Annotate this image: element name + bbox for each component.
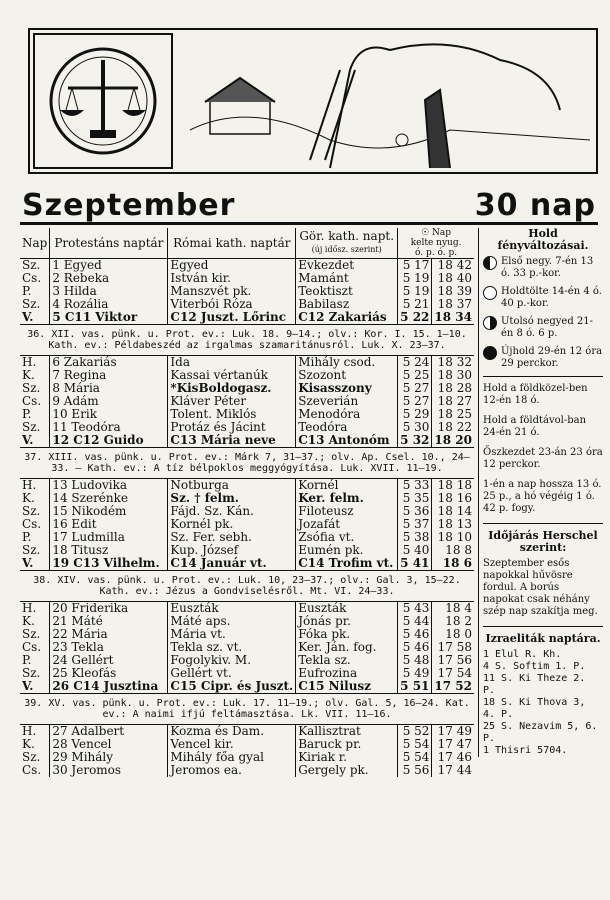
- cell-rom: Kornél pk.: [168, 518, 296, 531]
- cell-d: Sz.: [20, 751, 50, 764]
- cell-nyug: 18 34: [434, 311, 472, 324]
- col-gor: Gör. kath. napt. (új idősz. szerint): [296, 228, 398, 259]
- cell-kelte: 5 30: [398, 421, 432, 434]
- jewish-item: 18 S. Ki Thova 3, 4. P.: [483, 697, 586, 720]
- cell-gor: Eufrozina: [296, 667, 398, 680]
- last-quarter-moon-icon: [483, 316, 497, 330]
- cell-rom: Ida: [168, 356, 296, 370]
- cell-prot: 20 Friderika: [50, 602, 168, 616]
- cell-rom: Manszvét pk.: [168, 285, 296, 298]
- cell-nyug: 18 8: [445, 544, 472, 557]
- col-sun: ☉ Nap kelte nyug. ó. p. ó. p.: [398, 228, 474, 259]
- cell-nyug: 17 46: [437, 751, 472, 764]
- cell-d: H.: [20, 479, 50, 493]
- jewish-item: 11 S. Ki Theze 2. P.: [483, 673, 586, 696]
- week-note: 38. XIV. vas. pünk. u. Prot. ev.: Luk. 10, 23—37.; olv.: Gal. 3, 15—22. Kath. ev.: Jézus a Gondviselésről. Mt. VI. 24—33.: [20, 571, 474, 602]
- cell-gor: Kisasszony: [296, 382, 398, 395]
- cell-prot: 21 Máté: [50, 615, 168, 628]
- cell-kelte: 5 21: [398, 298, 432, 311]
- cell-prot: 14 Szerénke: [50, 492, 168, 505]
- cell-d: H.: [20, 602, 50, 616]
- week-note-row: [20, 571, 474, 602]
- cell-rom: Viterbói Róza: [168, 298, 296, 311]
- cell-rom: Kozma és Dam.: [168, 725, 296, 739]
- cell-gor: Evkezdet: [296, 259, 398, 273]
- equinox: Őszkezdet 23-án 23 óra 12 perckor.: [483, 447, 603, 470]
- week-note: 36. XII. vas. pünk. u. Prot. ev.: Luk. 18. 9—14.; olv.: Kor. I. 15. 1—10. Kath. ev.: Példabeszéd az irgalmas szamaritánusról. Luk. X. 23—37.: [20, 325, 474, 356]
- cell-kelte: 5 37: [398, 518, 432, 531]
- cell-rom: Mihály főa gyal: [168, 751, 296, 764]
- cell-gor: Fóka pk.: [296, 628, 398, 641]
- table-row: [20, 421, 474, 434]
- table-row: [20, 518, 474, 531]
- cell-kelte: 5 41: [398, 557, 432, 571]
- cell-prot: 3 Hilda: [50, 285, 168, 298]
- cell-d: Sz.: [20, 259, 50, 273]
- new-moon-icon: [483, 346, 497, 360]
- table-row: [20, 764, 474, 777]
- cell-gor: Mamánt: [296, 272, 398, 285]
- cell-prot: 6 Zakariás: [50, 356, 168, 370]
- cell-d: Cs.: [20, 395, 50, 408]
- table-row: [20, 434, 474, 448]
- cell-prot: 2 Rebeka: [50, 272, 168, 285]
- cell-prot: 19 C13 Vilhelm.: [50, 557, 168, 571]
- col-protestans: Protestáns naptár: [50, 228, 168, 259]
- table-row: [20, 382, 474, 395]
- cell-nyug: 18 14: [437, 505, 472, 518]
- cell-rom: Egyed: [168, 259, 296, 273]
- cell-d: Cs.: [20, 272, 50, 285]
- cell-prot: 22 Mária: [50, 628, 168, 641]
- cell-d: P.: [20, 531, 50, 544]
- cell-nyug: 18 37: [437, 298, 472, 311]
- table-row: [20, 667, 474, 680]
- cell-nyug: 18 4: [445, 601, 472, 615]
- cell-gor: Kiriak r.: [296, 751, 398, 764]
- cell-nyug: 17 47: [437, 738, 472, 751]
- table-row: [20, 680, 474, 694]
- cell-prot: 11 Teodóra: [50, 421, 168, 434]
- cell-gor: Jozafát: [296, 518, 398, 531]
- cell-rom: Sz. † felm.: [168, 492, 296, 505]
- cell-prot: 9 Ádám: [50, 395, 168, 408]
- cell-d: Sz.: [20, 421, 50, 434]
- cell-nyug: 18 10: [437, 531, 472, 544]
- cell-rom: *KisBoldogasz.: [168, 382, 296, 395]
- cell-rom: Fogolykiv. M.: [168, 654, 296, 667]
- table-row: [20, 557, 474, 571]
- cell-prot: 5 C11 Viktor: [50, 311, 168, 325]
- cell-d: V.: [20, 311, 50, 325]
- cell-rom: Kup. József: [168, 544, 296, 557]
- cell-gor: Jónás pr.: [296, 615, 398, 628]
- cell-kelte: 5 29: [398, 408, 432, 421]
- cell-prot: 27 Adalbert: [50, 725, 168, 739]
- cell-nyug: 17 54: [437, 667, 472, 680]
- moon-phase: [483, 256, 603, 280]
- cell-kelte: 5 25: [398, 369, 432, 382]
- cell-gor: Teodóra: [296, 421, 398, 434]
- cell-rom: C14 Január vt.: [168, 557, 296, 571]
- table-row: [20, 751, 474, 764]
- month-title: Szeptember: [22, 188, 236, 223]
- cell-gor: Ker. felm.: [296, 492, 398, 505]
- table-row: [20, 492, 474, 505]
- cell-kelte: 5 51: [398, 680, 432, 694]
- cell-gor: C14 Trofim vt.: [296, 557, 398, 571]
- jewish-item: 1 Thisri 5704.: [483, 745, 568, 756]
- cell-d: V.: [20, 680, 50, 694]
- cell-rom: Mária vt.: [168, 628, 296, 641]
- cell-prot: 30 Jeromos: [50, 764, 168, 777]
- cell-gor: Baruck pr.: [296, 738, 398, 751]
- cell-kelte: 5 46: [398, 641, 432, 654]
- cell-prot: 13 Ludovika: [50, 479, 168, 493]
- daylength: 1-én a nap hossza 13 ó. 25 p., a hó végéig 1 ó. 42 p. fogy.: [483, 479, 602, 514]
- cell-gor: C12 Zakariás: [296, 311, 398, 325]
- cell-kelte: 5 35: [398, 492, 432, 505]
- table-row: [20, 641, 474, 654]
- cell-nyug: 17 49: [437, 724, 472, 738]
- cell-prot: 25 Kleofás: [50, 667, 168, 680]
- cell-rom: Máté aps.: [168, 615, 296, 628]
- cell-nyug: 18 42: [437, 258, 472, 272]
- cell-gor: Menodóra: [296, 408, 398, 421]
- cell-rom: Tolent. Miklós: [168, 408, 296, 421]
- moon-phase-text: Újhold 29-én 12 óra 29 perckor.: [501, 346, 603, 369]
- cell-nyug: 18 2: [445, 615, 472, 628]
- cell-rom: C15 Cipr. és Juszt.: [168, 680, 296, 694]
- table-row: [20, 298, 474, 311]
- cell-kelte: 5 49: [398, 667, 432, 680]
- weather-title: Időjárás Herschel szerint:: [488, 529, 598, 554]
- cell-kelte: 5 27: [398, 382, 432, 395]
- table-row: [20, 285, 474, 298]
- moon-phase-text: Első negy. 7-én 13 ó. 33 p.-kor.: [501, 256, 594, 279]
- table-row: [20, 531, 474, 544]
- table-row: [20, 602, 474, 616]
- jewish-title: Izraeliták naptára.: [485, 632, 601, 645]
- cell-nyug: 18 6: [442, 557, 472, 570]
- cell-rom: Kassai vértanúk: [168, 369, 296, 382]
- cell-kelte: 5 54: [398, 751, 432, 764]
- cell-prot: 26 C14 Jusztina: [50, 680, 168, 694]
- col-romai: Római kath. naptár: [168, 228, 296, 259]
- cell-d: Cs.: [20, 518, 50, 531]
- cell-prot: 12 C12 Guido: [50, 434, 168, 448]
- table-row: [20, 479, 474, 493]
- cell-nyug: 18 27: [437, 395, 472, 408]
- cell-nyug: 18 20: [434, 434, 472, 447]
- sun-icon: ☉: [421, 228, 430, 238]
- table-row: [20, 544, 474, 557]
- moon-phase-text: Holdtölte 14-én 4 ó. 40 p.-kor.: [501, 286, 602, 309]
- cell-nyug: 18 28: [437, 382, 472, 395]
- table-row: [20, 356, 474, 370]
- cell-kelte: 5 19: [398, 272, 432, 285]
- cell-gor: Tekla sz.: [296, 654, 398, 667]
- cell-kelte: 5 56: [398, 764, 432, 777]
- cell-prot: 23 Tekla: [50, 641, 168, 654]
- cell-d: Sz.: [20, 298, 50, 311]
- cell-nyug: 18 22: [437, 421, 472, 434]
- cell-gor: Babilasz: [296, 298, 398, 311]
- cell-d: K.: [20, 492, 50, 505]
- cell-d: V.: [20, 557, 50, 571]
- cell-d: Sz.: [20, 628, 50, 641]
- cell-d: K.: [20, 369, 50, 382]
- cell-prot: 29 Mihály: [50, 751, 168, 764]
- cell-d: H.: [20, 356, 50, 370]
- cell-gor: Teoktiszt: [296, 285, 398, 298]
- calendar-table: [20, 228, 474, 777]
- table-row: [20, 628, 474, 641]
- cell-prot: 10 Erik: [50, 408, 168, 421]
- cell-gor: Szozont: [296, 369, 398, 382]
- cell-nyug: 18 18: [437, 478, 472, 492]
- cell-prot: 1 Egyed: [50, 259, 168, 273]
- cell-kelte: 5 27: [398, 395, 432, 408]
- cell-nyug: 17 44: [437, 764, 472, 777]
- moon-phase: [483, 286, 603, 310]
- table-row: [20, 615, 474, 628]
- cell-nyug: 18 16: [437, 492, 472, 505]
- cell-gor: Zsófia vt.: [296, 531, 398, 544]
- cell-gor: Kallisztrat: [296, 725, 398, 739]
- jewish-item: 4 S. Softim 1. P.: [483, 661, 586, 672]
- cell-prot: 17 Ludmilla: [50, 531, 168, 544]
- cell-rom: Protáz és Jácint: [168, 421, 296, 434]
- cell-gor: Kornél: [296, 479, 398, 493]
- cell-kelte: 5 46: [398, 628, 432, 641]
- table-row: [20, 369, 474, 382]
- cell-d: K.: [20, 738, 50, 751]
- cell-rom: Kláver Péter: [168, 395, 296, 408]
- week-note-row: [20, 694, 474, 725]
- cell-rom: Fájd. Sz. Kán.: [168, 505, 296, 518]
- cell-prot: 18 Titusz: [50, 544, 168, 557]
- cell-rom: Euszták: [168, 602, 296, 616]
- cell-nyug: 17 52: [434, 680, 472, 693]
- cell-kelte: 5 38: [398, 531, 432, 544]
- cell-kelte: 5 36: [398, 505, 432, 518]
- header-illustration: [28, 28, 598, 174]
- cell-gor: Gergely pk.: [296, 764, 398, 777]
- cell-kelte: 5 19: [398, 285, 432, 298]
- cell-rom: Vencel kir.: [168, 738, 296, 751]
- cell-prot: 8 Mária: [50, 382, 168, 395]
- moon-phase-text: Utolsó negyed 21-én 8 ó. 6 p.: [501, 316, 594, 339]
- cell-d: V.: [20, 434, 50, 448]
- cell-kelte: 5 17: [398, 259, 432, 273]
- cell-rom: Sz. Fer. sebh.: [168, 531, 296, 544]
- cell-prot: 7 Regina: [50, 369, 168, 382]
- cell-d: P.: [20, 654, 50, 667]
- cell-gor: Ker. Ján. fog.: [296, 641, 398, 654]
- cell-d: Sz.: [20, 667, 50, 680]
- table-row: [20, 408, 474, 421]
- cell-d: Cs.: [20, 764, 50, 777]
- cell-kelte: 5 52: [398, 725, 432, 739]
- table-row: [20, 738, 474, 751]
- cell-kelte: 5 24: [398, 356, 432, 370]
- perigee: Hold a földközel-ben 12-én 18 ó.: [483, 383, 588, 406]
- jewish-item: 1 Elul R. Kh.: [483, 649, 562, 660]
- cell-d: Cs.: [20, 641, 50, 654]
- cell-prot: 16 Edit: [50, 518, 168, 531]
- week-note: 37. XIII. vas. pünk. u. Prot. ev.: Márk 7, 31—37.; olv. Ap. Csel. 10., 24—33. — Kath. ev.: A tíz bélpoklos meggyógyítása. Luk. XVII. 11—19.: [20, 448, 474, 479]
- cell-gor: C15 Nilusz: [296, 680, 398, 694]
- cell-gor: Filoteusz: [296, 505, 398, 518]
- cell-gor: Szeverián: [296, 395, 398, 408]
- cell-d: K.: [20, 615, 50, 628]
- cell-nyug: 18 13: [437, 518, 472, 531]
- cell-d: Sz.: [20, 544, 50, 557]
- cell-nyug: 17 56: [437, 654, 472, 667]
- full-moon-icon: [483, 286, 497, 300]
- cell-nyug: 18 30: [437, 369, 472, 382]
- cell-kelte: 5 48: [398, 654, 432, 667]
- cell-prot: 15 Nikodém: [50, 505, 168, 518]
- cell-kelte: 5 43: [398, 602, 432, 616]
- cell-kelte: 5 54: [398, 738, 432, 751]
- cell-kelte: 5 33: [398, 479, 432, 493]
- cell-prot: 24 Gellért: [50, 654, 168, 667]
- cell-nyug: 18 39: [437, 285, 472, 298]
- cell-gor: C13 Antonóm: [296, 434, 398, 448]
- cell-nyug: 18 40: [437, 272, 472, 285]
- cell-nyug: 17 58: [437, 641, 472, 654]
- week-note-row: [20, 448, 474, 479]
- cell-rom: C12 Juszt. Lőrinc: [168, 311, 296, 325]
- table-row: [20, 725, 474, 739]
- cell-kelte: 5 32: [398, 434, 432, 448]
- weather-text: Szeptember esős napokkal hűvösre fordul. A borús napokat csak néhány szép nap szakítja meg.: [483, 558, 598, 617]
- apogee: Hold a földtávol-ban 24-én 21 ó.: [483, 415, 587, 438]
- first-quarter-moon-icon: [483, 256, 497, 270]
- week-note: 39. XV. vas. pünk. u. Prot. ev.: Luk. 17. 11—19.; olv. Gal. 5, 16—24. Kat. ev.: A naimi ifjú feltámasztása. Lk. VII. 11—16.: [20, 694, 474, 725]
- jewish-item: 25 S. Nezavim 5, 6. P.: [483, 721, 598, 744]
- moon-title: Hold fényváltozásai.: [497, 227, 589, 252]
- cell-nyug: 18 25: [437, 408, 472, 421]
- days-count: 30 nap: [474, 188, 596, 223]
- moon-phase: [483, 316, 603, 340]
- cell-prot: 28 Vencel: [50, 738, 168, 751]
- cell-rom: Notburga: [168, 479, 296, 493]
- table-row: [20, 272, 474, 285]
- cell-nyug: 18 0: [445, 628, 472, 641]
- cell-rom: C13 Mária neve: [168, 434, 296, 448]
- cell-d: Sz.: [20, 382, 50, 395]
- table-row: [20, 259, 474, 273]
- cell-d: P.: [20, 408, 50, 421]
- cell-kelte: 5 44: [398, 615, 432, 628]
- cell-d: H.: [20, 725, 50, 739]
- cell-gor: Eumén pk.: [296, 544, 398, 557]
- table-row: [20, 395, 474, 408]
- week-note-row: [20, 325, 474, 356]
- col-nap: Nap: [20, 228, 50, 259]
- cell-rom: Jeromos ea.: [168, 764, 296, 777]
- cell-rom: Gellért vt.: [168, 667, 296, 680]
- cell-rom: István kir.: [168, 272, 296, 285]
- moon-phase: [483, 346, 603, 370]
- table-row: [20, 654, 474, 667]
- cell-prot: 4 Rozália: [50, 298, 168, 311]
- cell-d: Sz.: [20, 505, 50, 518]
- cell-kelte: 5 40: [398, 544, 432, 557]
- cell-gor: Mihály csod.: [296, 356, 398, 370]
- cell-gor: Euszták: [296, 602, 398, 616]
- title-rule: [20, 222, 598, 225]
- cell-d: P.: [20, 285, 50, 298]
- table-row: [20, 311, 474, 325]
- table-row: [20, 505, 474, 518]
- cell-rom: Tekla sz. vt.: [168, 641, 296, 654]
- cell-kelte: 5 22: [398, 311, 432, 325]
- sidebar: [478, 228, 603, 757]
- cell-nyug: 18 32: [437, 355, 472, 369]
